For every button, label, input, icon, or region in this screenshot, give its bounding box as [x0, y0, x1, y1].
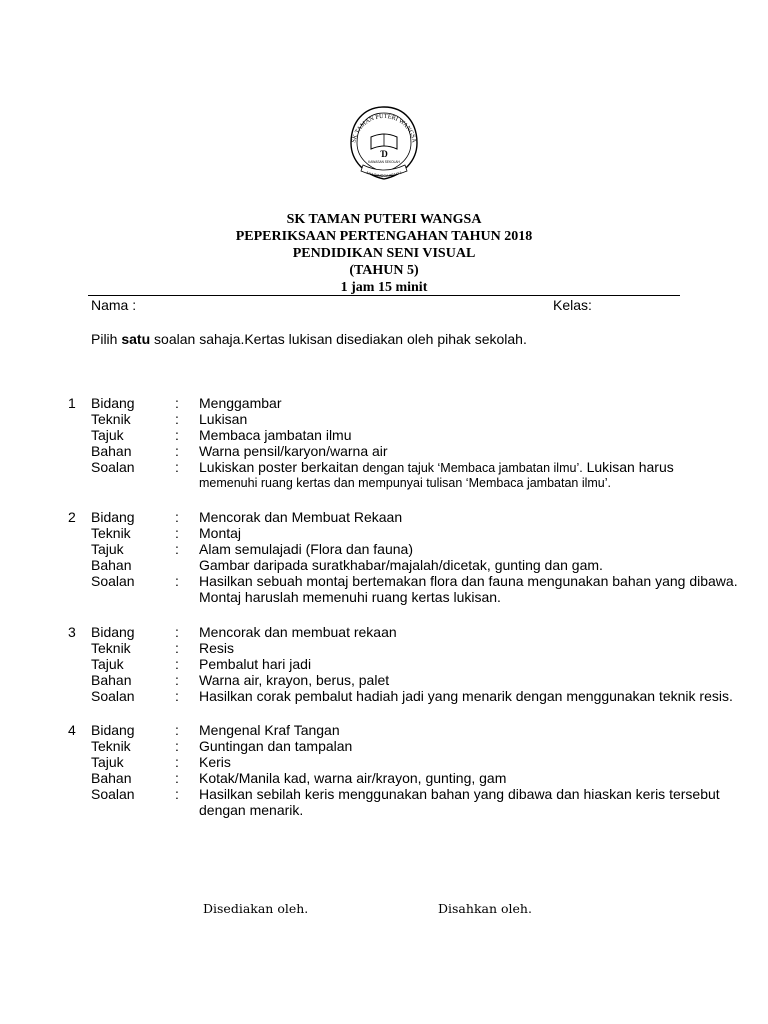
year-label: (TAHUN 5) [349, 263, 419, 278]
field-label: Soalan [91, 459, 135, 475]
question-row [0, 475, 768, 491]
exam-header [0, 211, 768, 296]
question-row [0, 459, 768, 475]
question-row [0, 770, 768, 786]
instruction-segment: Pilih [91, 331, 122, 347]
text-segment: Lukiskan poster berkaitan [199, 459, 363, 475]
field-label: Teknik [91, 640, 131, 656]
field-label: Bahan [91, 770, 132, 786]
field-teknik: Resis [199, 640, 235, 656]
question-row [0, 411, 768, 427]
question-row [0, 395, 768, 411]
field-tajuk: Alam semulajadi (Flora dan fauna) [199, 541, 413, 557]
question-number: 2 [68, 509, 76, 525]
field-soalan-cont: dengan menarik. [199, 802, 304, 818]
question-4 [0, 722, 768, 818]
question-row [0, 738, 768, 754]
field-bahan: Warna pensil/karyon/warna air [199, 443, 388, 459]
field-separator: : [175, 770, 179, 786]
text-segment: dengan tajuk ‘Membaca jambatan ilmu’. [362, 461, 583, 475]
field-label: Bahan [91, 672, 132, 688]
field-soalan-cont: Montaj haruslah memenuhi ruang kertas lukisan. [199, 589, 501, 605]
duration-label: 1 jam 15 minit [340, 280, 428, 295]
field-separator: : [175, 459, 179, 475]
question-number: 4 [68, 722, 76, 738]
field-separator: : [175, 443, 179, 459]
question-row [0, 573, 768, 589]
question-row [0, 624, 768, 640]
crest-motto-text: AHA TANGGA KEJAYA [365, 170, 403, 179]
field-bahan: Kotak/Manila kad, warna air/krayon, gunting, gam [199, 770, 507, 786]
field-bidang: Mencorak dan Membuat Rekaan [199, 509, 403, 525]
question-number: 3 [68, 624, 76, 640]
field-bahan: Warna air, krayon, berus, palet [199, 672, 390, 688]
verified-by-label: Disahkan oleh. [438, 901, 532, 916]
field-soalan [199, 459, 674, 476]
field-bidang: Menggambar [199, 395, 282, 411]
field-separator: : [175, 541, 179, 557]
question-row [0, 754, 768, 770]
crest-inner-text: KAWASAN SEKOLAH [368, 160, 400, 164]
question-1 [0, 395, 768, 491]
field-label: Tajuk [91, 541, 124, 557]
field-separator: : [175, 509, 179, 525]
question-row [0, 672, 768, 688]
instruction-segment: soalan sahaja.Kertas lukisan disediakan oleh pihak sekolah. [150, 331, 527, 347]
field-soalan: Hasilkan sebuah montaj bertemakan flora dan fauna mengunakan bahan yang dibawa. [199, 573, 738, 589]
field-label: Bidang [91, 722, 135, 738]
field-label: Teknik [91, 738, 131, 754]
field-label: Teknik [91, 411, 131, 427]
field-separator: : [175, 754, 179, 770]
field-separator: : [175, 525, 179, 541]
field-label: Tajuk [91, 754, 124, 770]
field-bahan: Gambar daripada suratkhabar/majalah/dicetak, gunting dan gam. [199, 557, 603, 573]
field-separator: : [175, 672, 179, 688]
field-teknik: Lukisan [199, 411, 248, 427]
question-row [0, 557, 768, 573]
field-separator: : [175, 722, 179, 738]
field-separator: : [175, 624, 179, 640]
field-soalan: Hasilkan sebilah keris menggunakan bahan yang dibawa dan hiaskan keris tersebut [199, 786, 720, 802]
school-crest-logo [343, 103, 425, 185]
question-row [0, 427, 768, 443]
field-label: Bahan [91, 443, 132, 459]
question-row [0, 509, 768, 525]
question-row [0, 688, 768, 704]
header-divider [88, 295, 680, 296]
field-separator: : [175, 573, 179, 589]
question-row [0, 541, 768, 557]
field-teknik: Montaj [199, 525, 242, 541]
field-label: Bidang [91, 509, 135, 525]
question-3 [0, 624, 768, 704]
question-row [0, 589, 768, 605]
exam-title: PEPERIKSAAN PERTENGAHAN TAHUN 2018 [235, 229, 533, 244]
field-bidang: Mengenal Kraf Tangan [199, 722, 340, 738]
field-soalan-cont: memenuhi ruang kertas dan mempunyai tulisan ‘Membaca jambatan ilmu’. [199, 476, 612, 490]
question-2 [0, 509, 768, 605]
field-tajuk: Membaca jambatan ilmu [199, 427, 352, 443]
school-name: SK TAMAN PUTERI WANGSA [286, 212, 482, 227]
question-row [0, 802, 768, 818]
question-number: 1 [68, 395, 76, 411]
field-label: Bahan [91, 557, 132, 573]
instruction-emphasis: satu [121, 331, 151, 347]
subject-title: PENDIDIKAN SENI VISUAL [292, 246, 476, 261]
svg-text:Ɗ: Ɗ [380, 149, 388, 159]
name-field-label: Nama : [91, 297, 137, 313]
class-field-label: Kelas: [553, 297, 592, 313]
field-label: Soalan [91, 573, 135, 589]
field-separator: : [175, 786, 179, 802]
field-label: Tajuk [91, 656, 124, 672]
question-row [0, 786, 768, 802]
field-label: Soalan [91, 786, 135, 802]
field-separator: : [175, 411, 179, 427]
field-label: Tajuk [91, 427, 124, 443]
field-tajuk: Keris [199, 754, 231, 770]
instruction-text [91, 331, 527, 347]
field-label: Soalan [91, 688, 135, 704]
question-row [0, 525, 768, 541]
crest-arc-text: SK TAMAN PUTERI WANGSA [350, 112, 418, 144]
field-separator: : [175, 395, 179, 411]
field-soalan: Hasilkan corak pembalut hadiah jadi yang menarik dengan menggunakan teknik resis. [199, 688, 733, 704]
field-bidang: Mencorak dan membuat rekaan [199, 624, 397, 640]
field-teknik: Guntingan dan tampalan [199, 738, 353, 754]
prepared-by-label: Disediakan oleh. [203, 901, 309, 916]
field-label: Teknik [91, 525, 131, 541]
question-row [0, 443, 768, 459]
question-row [0, 722, 768, 738]
field-separator: : [175, 656, 179, 672]
field-tajuk: Pembalut hari jadi [199, 656, 312, 672]
field-separator: : [175, 427, 179, 443]
field-separator: : [175, 738, 179, 754]
field-separator: : [175, 688, 179, 704]
text-segment: Lukisan harus [582, 459, 674, 475]
field-separator: : [175, 640, 179, 656]
question-row [0, 640, 768, 656]
field-label: Bidang [91, 395, 135, 411]
question-row [0, 656, 768, 672]
field-label: Bidang [91, 624, 135, 640]
